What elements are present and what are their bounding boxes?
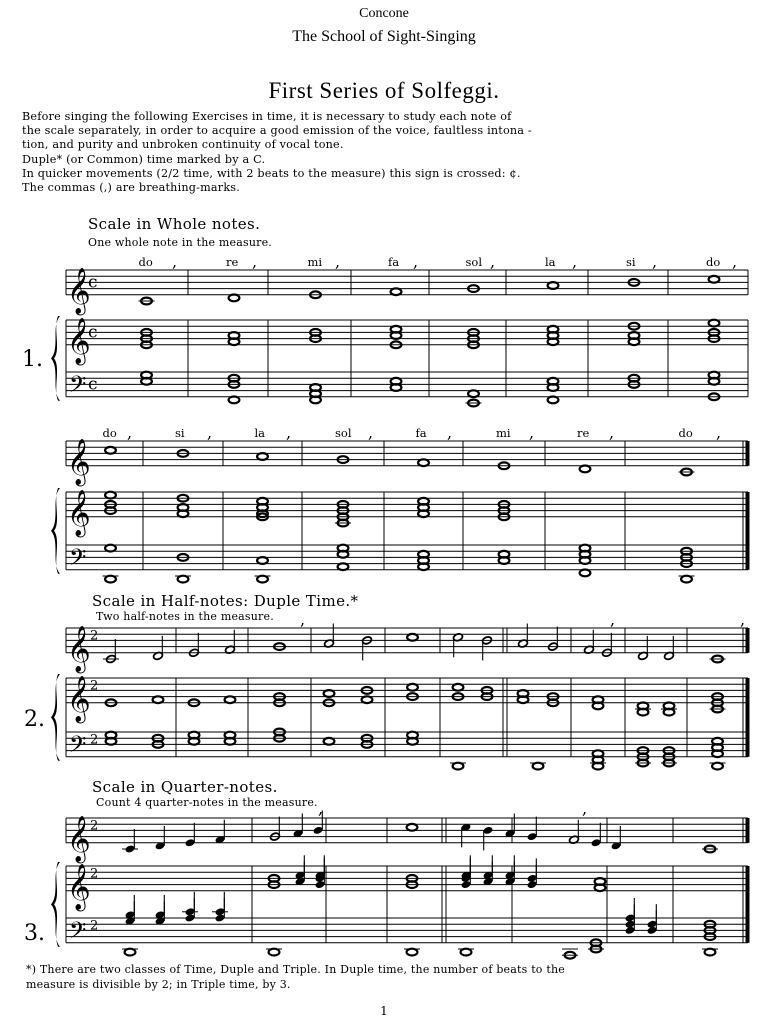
- whole-note-icon: [225, 696, 236, 703]
- whole-note-icon: [310, 397, 321, 404]
- whole-note-icon: [178, 504, 189, 511]
- whole-note-icon: [324, 738, 335, 745]
- treble-clef-icon: 𝄞: [67, 438, 91, 485]
- whole-note-icon: [548, 378, 559, 385]
- breath-mark-icon: ,: [447, 423, 453, 442]
- breath-mark-icon: ,: [609, 423, 615, 442]
- whole-note-icon: [664, 709, 675, 716]
- intro-line-5: In quicker movements (2/2 time, with 2 beats to the measure) this sign is crossed: ¢.: [22, 167, 521, 180]
- brace-icon: [51, 316, 60, 401]
- treble-clef-icon: 𝄞: [67, 863, 91, 910]
- solfege-syllable: mi: [496, 426, 511, 440]
- solfege-syllable: si: [175, 426, 185, 440]
- whole-note-icon: [518, 696, 529, 703]
- section-1-title: Scale in Whole notes.: [88, 215, 261, 233]
- time-signature-c: c: [88, 322, 98, 343]
- breath-mark-icon: ,: [716, 423, 722, 442]
- whole-note-icon: [391, 288, 402, 295]
- time-signature-2: 2: [90, 866, 99, 882]
- solfege-syllable: do: [706, 255, 721, 269]
- brace-icon: [51, 488, 60, 574]
- section-2-title: Scale in Half-notes: Duple Time.*: [92, 592, 359, 610]
- whole-note-icon: [548, 397, 559, 404]
- exercise-number: 2.: [24, 707, 45, 732]
- whole-note-icon: [106, 732, 117, 739]
- series-title: First Series of Solfeggi.: [268, 78, 500, 103]
- solfege-syllable: do: [678, 426, 693, 440]
- time-signature-2: 2: [90, 628, 99, 644]
- breath-mark-icon: ,: [368, 423, 374, 442]
- whole-note-icon: [225, 732, 236, 739]
- solfege-syllable: do: [138, 255, 153, 269]
- breath-mark-icon: ,: [490, 252, 496, 271]
- whole-note-icon: [499, 551, 510, 558]
- treble-clef-icon: 𝄞: [67, 675, 91, 722]
- treble-clef-icon: 𝄞: [67, 317, 91, 364]
- final-bar-line: [746, 492, 750, 570]
- whole-note-icon: [468, 390, 479, 397]
- solfege-syllable: re: [226, 255, 239, 269]
- time-signature-2: 2: [90, 818, 99, 834]
- whole-note-icon: [709, 276, 720, 283]
- whole-note-icon: [391, 378, 402, 385]
- breath-mark-icon: ,: [127, 423, 133, 442]
- whole-note-icon: [153, 696, 164, 703]
- whole-note-icon: [453, 763, 464, 770]
- whole-note-icon: [593, 703, 604, 710]
- whole-note-icon: [533, 763, 544, 770]
- whole-note-icon: [629, 332, 640, 339]
- whole-note-icon: [125, 949, 136, 956]
- whole-note-icon: [453, 684, 464, 691]
- breath-mark-icon: ,: [318, 799, 324, 818]
- final-bar-line: [746, 678, 750, 757]
- footnote-line-1: *) There are two classes of Time, Duple and Triple. In Duple time, the number of beats to the: [26, 963, 565, 976]
- whole-note-icon: [709, 372, 720, 379]
- treble-clef-icon: 𝄞: [67, 267, 91, 314]
- breath-mark-icon: ,: [740, 610, 746, 629]
- whole-note-icon: [548, 326, 559, 333]
- solfege-syllable: mi: [307, 255, 323, 269]
- solfege-syllable: si: [626, 255, 636, 269]
- breath-mark-icon: ,: [572, 252, 578, 271]
- treble-clef-icon: 𝄞: [67, 625, 91, 672]
- final-bar-line: [746, 818, 750, 843]
- whole-note-icon: [407, 949, 418, 956]
- solfege-syllable: la: [254, 426, 266, 440]
- whole-note-icon: [709, 320, 720, 327]
- final-bar-line: [746, 628, 750, 653]
- whole-note-icon: [461, 949, 472, 956]
- whole-note-icon: [257, 498, 268, 505]
- breath-mark-icon: ,: [610, 610, 616, 629]
- whole-note-icon: [189, 732, 200, 739]
- intro-line-2: the scale separately, in order to acquire a good emission of the voice, faultless intona -: [22, 124, 532, 137]
- composer-name: Concone: [359, 6, 409, 21]
- breath-mark-icon: ,: [335, 252, 341, 271]
- breath-mark-icon: ,: [732, 252, 738, 271]
- whole-note-icon: [338, 563, 349, 570]
- solfege-syllable: do: [102, 426, 117, 440]
- whole-note-icon: [407, 634, 418, 641]
- breath-mark-icon: ,: [529, 423, 535, 442]
- whole-note-icon: [418, 459, 429, 466]
- whole-note-icon: [407, 732, 418, 739]
- breath-mark-icon: ,: [652, 252, 658, 271]
- exercise-number: 3.: [24, 921, 45, 946]
- breath-mark-icon: ,: [172, 252, 178, 271]
- whole-note-icon: [705, 949, 716, 956]
- whole-note-icon: [595, 878, 606, 885]
- whole-note-icon: [681, 576, 692, 583]
- solfege-syllable: la: [545, 255, 556, 269]
- time-signature-2: 2: [90, 732, 99, 748]
- solfege-syllable: fa: [388, 255, 400, 269]
- whole-note-icon: [105, 492, 116, 499]
- bass-clef-icon: 𝄢: [69, 371, 87, 403]
- whole-note-icon: [712, 738, 723, 745]
- whole-note-icon: [418, 551, 429, 558]
- bass-clef-icon: 𝄢: [69, 544, 87, 576]
- whole-note-icon: [418, 563, 429, 570]
- whole-note-icon: [257, 453, 268, 460]
- whole-note-icon: [580, 466, 591, 473]
- time-signature-2: 2: [90, 918, 99, 934]
- section-2-subtitle: Two half-notes in the measure.: [96, 610, 274, 623]
- breath-mark-icon: ,: [413, 252, 419, 271]
- whole-note-icon: [580, 545, 591, 552]
- footnote-line-2: measure is divisible by 2; in Triple time, by 3.: [26, 978, 291, 991]
- whole-note-icon: [105, 576, 116, 583]
- intro-line-6: The commas (,) are breathing-marks.: [22, 181, 240, 194]
- exercise-number: 1.: [22, 347, 43, 372]
- whole-note-icon: [407, 824, 418, 831]
- book-title: The School of Sight-Singing: [292, 28, 476, 45]
- final-bar-line: [746, 866, 750, 943]
- whole-note-icon: [593, 750, 604, 757]
- time-signature-2: 2: [90, 678, 99, 694]
- brace-icon: [51, 862, 60, 947]
- whole-note-icon: [229, 332, 240, 339]
- whole-note-icon: [712, 763, 723, 770]
- solfege-syllable: re: [577, 426, 590, 440]
- whole-note-icon: [178, 576, 189, 583]
- whole-note-icon: [391, 326, 402, 333]
- whole-note-icon: [310, 384, 321, 391]
- section-1-subtitle: One whole note in the measure.: [88, 236, 272, 249]
- time-signature-c: c: [88, 374, 98, 395]
- whole-note-icon: [141, 372, 152, 379]
- whole-note-icon: [105, 447, 116, 454]
- whole-note-icon: [548, 282, 559, 289]
- bass-clef-icon: 𝄢: [69, 917, 87, 949]
- whole-note-icon: [418, 498, 429, 505]
- whole-note-icon: [257, 557, 268, 564]
- solfege-syllable: sol: [335, 426, 352, 440]
- whole-note-icon: [269, 949, 280, 956]
- breath-mark-icon: ,: [300, 610, 306, 629]
- whole-note-icon: [229, 397, 240, 404]
- treble-clef-icon: 𝄞: [67, 489, 91, 536]
- whole-note-icon: [229, 295, 240, 302]
- breath-mark-icon: ,: [582, 799, 588, 818]
- whole-note-icon: [362, 696, 373, 703]
- breath-mark-icon: ,: [207, 423, 213, 442]
- bass-clef-icon: 𝄢: [69, 731, 87, 763]
- whole-note-icon: [407, 684, 418, 691]
- intro-line-1: Before singing the following Exercises in time, it is necessary to study each note of: [22, 110, 512, 123]
- whole-note-icon: [257, 576, 268, 583]
- whole-note-icon: [338, 545, 349, 552]
- whole-note-icon: [105, 545, 116, 552]
- solfege-syllable: sol: [465, 255, 483, 269]
- breath-mark-icon: ,: [286, 423, 292, 442]
- solfege-syllable: fa: [415, 426, 427, 440]
- final-bar-line: [746, 441, 750, 466]
- breath-mark-icon: ,: [252, 252, 258, 271]
- section-3-subtitle: Count 4 quarter-notes in the measure.: [96, 796, 318, 809]
- brace-icon: [51, 674, 60, 761]
- time-signature-c: c: [88, 272, 98, 293]
- intro-line-4: Duple* (or Common) time marked by a C.: [22, 153, 266, 166]
- whole-note-icon: [638, 709, 649, 716]
- page-number: 1: [380, 1004, 388, 1018]
- whole-note-icon: [580, 570, 591, 577]
- intro-line-3: tion, and purity and unbroken continuity of vocal tone.: [22, 138, 344, 151]
- treble-clef-icon: 𝄞: [67, 815, 91, 862]
- section-3-title: Scale in Quarter-notes.: [92, 778, 278, 796]
- whole-note-icon: [324, 690, 335, 697]
